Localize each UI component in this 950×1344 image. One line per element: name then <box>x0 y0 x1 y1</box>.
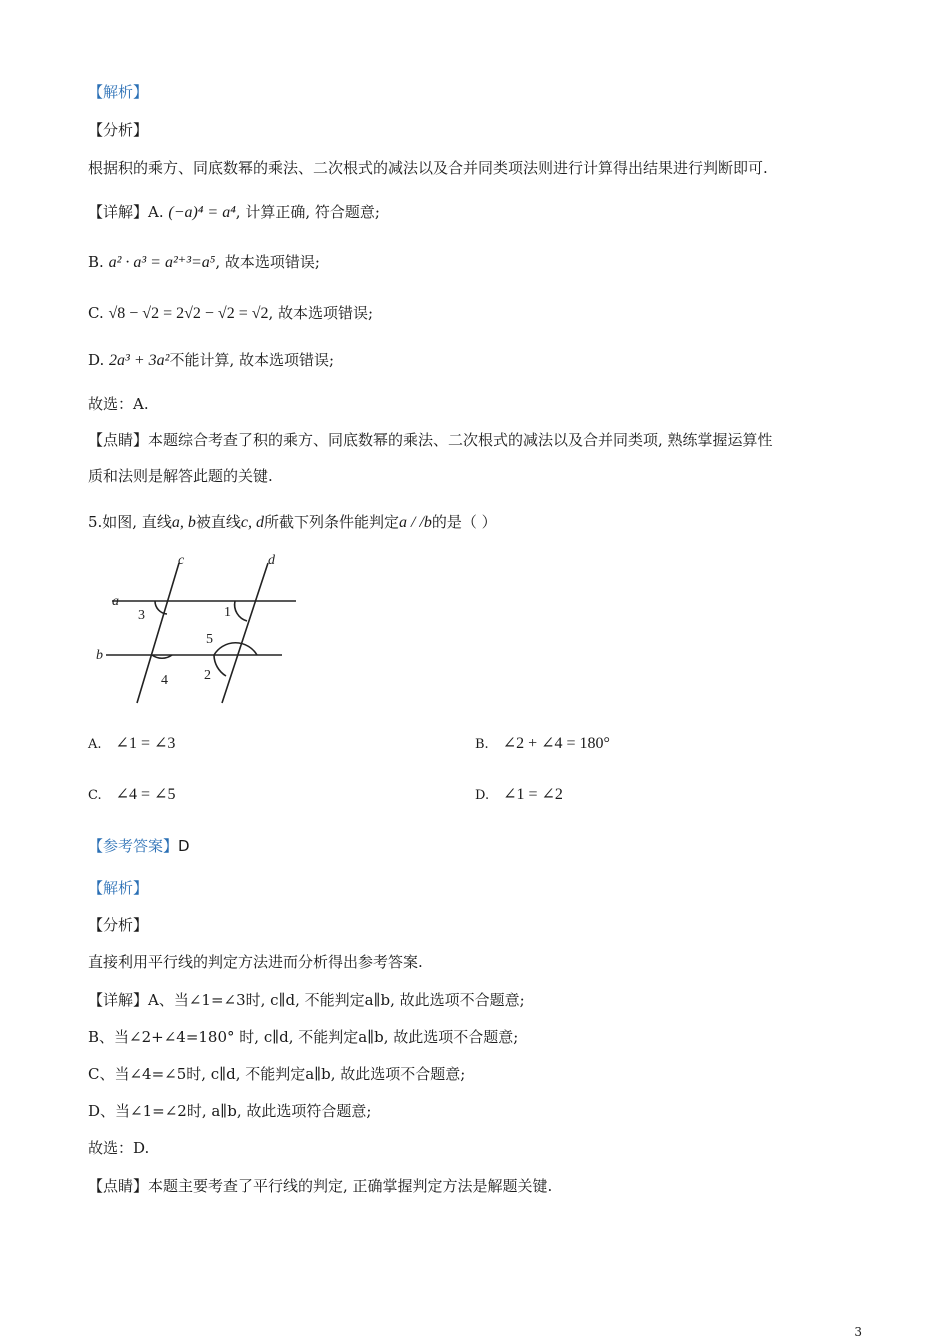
label-a: a <box>112 594 119 609</box>
answer-value: D <box>178 837 190 855</box>
line-d <box>222 563 268 703</box>
parallel-lines-figure <box>92 548 307 708</box>
choice-b[interactable] <box>475 734 610 755</box>
option-b-comment: , 故本选项错误; <box>215 253 320 271</box>
conclusion-1: 故选：A. <box>88 395 149 413</box>
detail-tag: 【详解】 <box>88 203 149 221</box>
dianjing-line-3 <box>88 1176 552 1196</box>
answer-line <box>88 836 190 856</box>
option-d-expr: 2a³ + 3a² <box>109 352 170 369</box>
q5-mid1: 被直线 <box>195 513 241 531</box>
label-3: 3 <box>138 608 145 623</box>
answer-tag: 【参考答案】 <box>88 837 179 855</box>
detail-line-2a <box>88 990 525 1010</box>
detail-line-c <box>88 303 373 324</box>
option-a-comment: , 计算正确, 符合题意; <box>235 203 380 221</box>
dianjing-tag-2: 【点睛】 <box>88 1177 149 1195</box>
analysis-tag: 【解析】 <box>88 83 149 101</box>
choice-c-label: C. <box>88 788 102 803</box>
option-d-label: D. <box>88 351 105 369</box>
choice-d-expr: ∠1 = ∠2 <box>503 786 563 803</box>
label-c: c <box>178 553 185 568</box>
choice-a-label: A. <box>88 737 102 752</box>
choice-d-label: D. <box>475 788 490 803</box>
detail-line-2c: C、当∠4=∠5时, c∥d, 不能判定a∥b, 故此选项不合题意; <box>88 1065 466 1083</box>
detail-tag-2: 【详解】 <box>88 991 149 1009</box>
choice-b-label: B. <box>475 737 489 752</box>
label-d: d <box>268 553 275 568</box>
dianjing-line-1 <box>88 430 773 450</box>
conclusion-2: 故选：D. <box>88 1139 150 1157</box>
choice-b-expr: ∠2 + ∠4 = 180° <box>502 735 610 752</box>
line-c <box>137 563 179 703</box>
q5-lines-cd: c, d <box>240 514 264 531</box>
option-c-label: C. <box>88 304 104 322</box>
fenxi-tag: 【分析】 <box>88 121 149 139</box>
q5-parallel-expr: a / /b <box>399 514 432 531</box>
fenxi-text-2: 直接利用平行线的判定方法进而分析得出参考答案. <box>88 953 423 971</box>
q5-lines-ab: a, b <box>171 514 196 531</box>
label-5: 5 <box>206 632 213 647</box>
detail-2a-text: A、当∠1=∠3时, c∥d, 不能判定a∥b, 故此选项不合题意; <box>148 991 525 1009</box>
dianjing-text-1: 本题综合考查了积的乘方、同底数幂的乘法、二次根式的减法以及合并同类项, 熟练掌握运算性 <box>148 431 773 449</box>
choice-c[interactable] <box>88 785 175 806</box>
q5-mid2: 所截下列条件能判定 <box>263 513 399 531</box>
choice-a[interactable] <box>88 734 175 755</box>
option-c-expr: √8 − √2 = 2√2 − √2 = √2 <box>108 305 269 322</box>
option-d-comment: 不能计算, 故本选项错误; <box>169 351 335 369</box>
q5-suffix: 的是（ ） <box>431 513 497 531</box>
option-a-expr: (−a)⁴ = a⁴ <box>168 204 236 221</box>
q5-prefix: 5.如图, 直线 <box>88 513 172 531</box>
label-1: 1 <box>224 605 231 620</box>
detail-line-a <box>88 202 380 223</box>
detail-line-2d: D、当∠1=∠2时, a∥b, 故此选项符合题意; <box>88 1102 372 1120</box>
dianjing-text-3: 本题主要考查了平行线的判定, 正确掌握判定方法是解题关键. <box>148 1177 553 1195</box>
angle-1-arc <box>235 601 247 621</box>
label-4: 4 <box>161 673 168 688</box>
option-b-label: B. <box>88 253 104 271</box>
detail-line-b <box>88 252 320 273</box>
page-number: 3 <box>854 1325 862 1339</box>
choice-d[interactable] <box>475 785 563 806</box>
dianjing-tag: 【点睛】 <box>88 431 149 449</box>
question-5-stem <box>88 512 497 533</box>
option-a-label: A. <box>148 203 164 221</box>
fenxi-tag-2: 【分析】 <box>88 916 149 934</box>
option-c-comment: , 故本选项错误; <box>268 304 374 322</box>
fenxi-text: 根据积的乘方、同底数幂的乘法、二次根式的减法以及合并同类项法则进行计算得出结果进行判断即可. <box>88 159 768 177</box>
choice-a-expr: ∠1 = ∠3 <box>115 735 176 752</box>
detail-line-2b: B、当∠2+∠4=180° 时, c∥d, 不能判定a∥b, 故此选项不合题意; <box>88 1028 519 1046</box>
analysis-tag-2: 【解析】 <box>88 879 149 897</box>
detail-line-d <box>88 350 334 371</box>
label-2: 2 <box>204 668 211 683</box>
dianjing-line-2: 质和法则是解答此题的关键. <box>88 467 273 485</box>
label-b: b <box>96 648 103 663</box>
choice-c-expr: ∠4 = ∠5 <box>115 786 176 803</box>
option-b-expr: a² · a³ = a²⁺³=a⁵ <box>108 254 216 271</box>
